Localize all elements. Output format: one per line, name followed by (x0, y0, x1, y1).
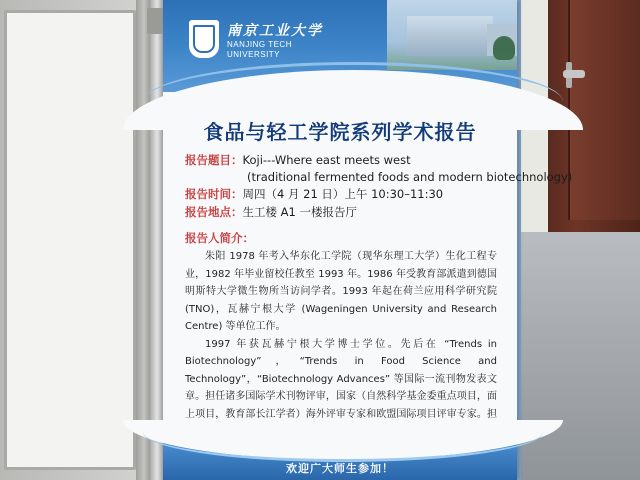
time-row (185, 186, 443, 202)
campus-building (407, 16, 493, 56)
place-value: 生工楼 A1 一楼报告厅 (242, 205, 357, 219)
poster-title: 食品与轻工学院系列学术报告 (203, 120, 477, 144)
door-panel (568, 0, 640, 220)
university-name-en (227, 40, 317, 60)
campus-tree (493, 36, 515, 60)
bio-paragraph-1: 朱阳 1978 年考入华东化工学院（现华东理工大学）生化工程专业，1982 年毕业留校任教至 1993 年。1986 年受教育部派遣到德国明斯特大学微生物所当访问学者。1993 年起在荷兰应用科学研究院 (TNO)，瓦赫宁根大学 (Wageningen University and Research Centre) 等单位工作。 (185, 251, 497, 332)
topic-row-2 (247, 169, 572, 185)
welcome-message: 欢迎广大师生参加！ (286, 462, 394, 475)
time-value: 周四（4 月 21 日）上午 10:30–11:30 (242, 187, 444, 201)
stand-clip (147, 8, 163, 34)
university-name-en-line1: NANJING TECH (227, 40, 292, 49)
floor (520, 232, 640, 480)
topic-row (185, 152, 411, 168)
time-label: 报告时间： (185, 187, 243, 201)
poster (163, 0, 573, 480)
university-name-en-line2: UNIVERSITY (227, 50, 281, 59)
poster-stand-pole (150, 0, 164, 480)
topic-line2: (traditional fermented foods and modern biotechnology) (247, 170, 573, 184)
whiteboard (4, 10, 136, 470)
bio-paragraph-2: 1997 年获瓦赫宁根大学博士学位。先后在 “Trends in Biotechnology”，“Trends in Food Science and Technology”，“Biotechnology Advances” 等国际一流刊物发表文章。担任诸多国际学术刊物评审，国家（自然科学基金委重点项目，面上项目，教育部长江学者）海外评审专家和欧盟国际项目评审专家。担 (185, 338, 497, 420)
university-name-cn: 南京工业大学 (227, 23, 323, 39)
whiteboard-frame (0, 0, 152, 480)
place-row (185, 204, 357, 220)
topic-label: 报告题目： (185, 153, 243, 167)
university-crest-icon (193, 25, 215, 53)
bio-label: 报告人简介： (185, 231, 254, 245)
place-label: 报告地点： (185, 205, 243, 219)
bio-heading-row (185, 230, 254, 246)
university-logo (189, 20, 219, 58)
speaker-bio (185, 248, 497, 441)
topic-line1: Koji---Where east meets west (242, 153, 411, 167)
campus-photo (387, 0, 517, 70)
door-handle (563, 70, 585, 78)
